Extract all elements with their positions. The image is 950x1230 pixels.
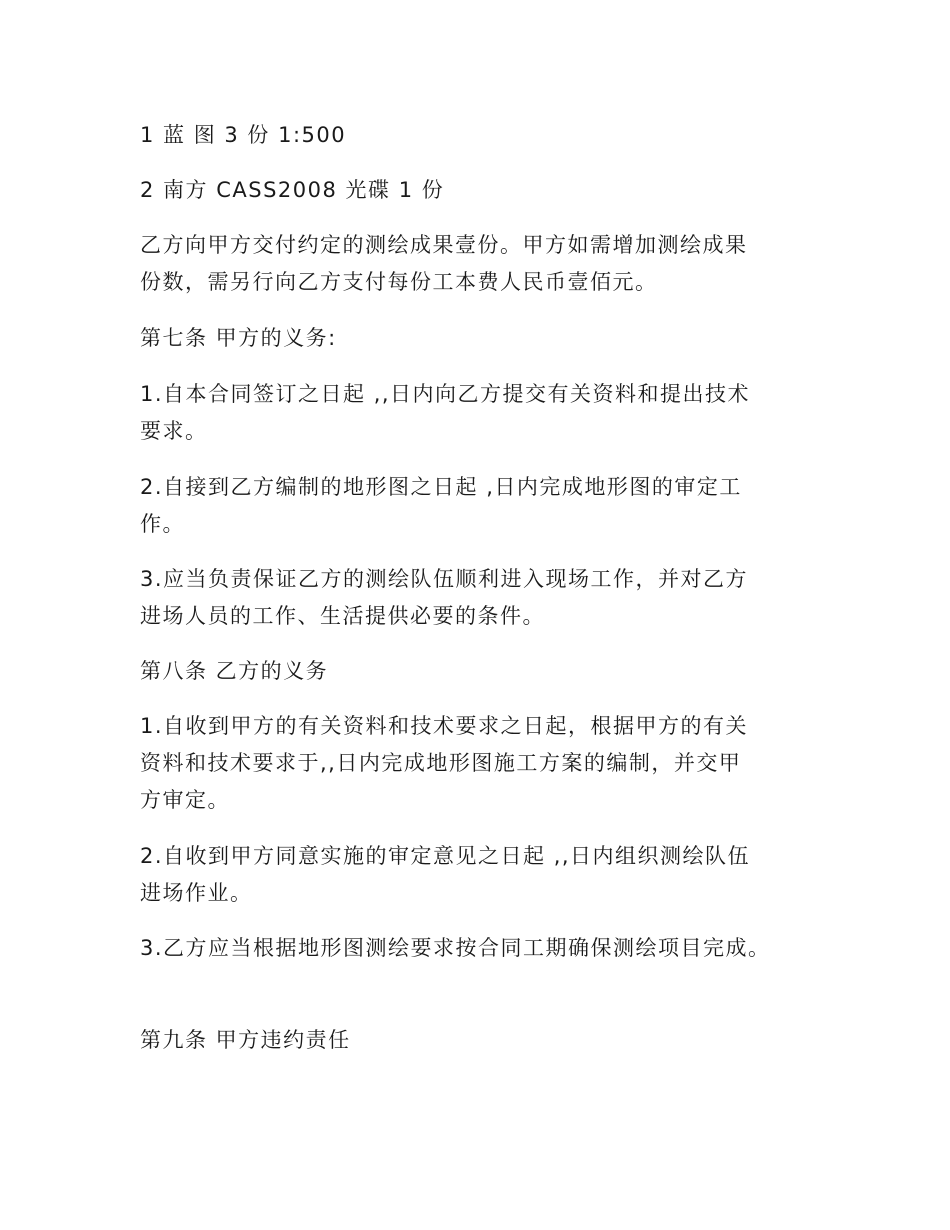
deliverable-item-cass-disc	[140, 172, 820, 209]
text-line: 第七条 甲方的义务:	[140, 326, 337, 350]
clause-7-1	[140, 376, 820, 450]
section-heading-article-7	[140, 320, 820, 357]
clause-8-1	[140, 708, 820, 819]
text-line: 2 南方 CASS2008 光碟 1 份	[140, 178, 445, 202]
text-line: 方审定。	[140, 788, 230, 812]
deliverable-item-blueprint	[140, 117, 820, 154]
text-line: 乙方向甲方交付约定的测绘成果壹份。甲方如需增加测绘成果	[140, 233, 748, 257]
text-line: 作。	[140, 512, 185, 536]
text-line: 3.乙方应当根据地形图测绘要求按合同工期确保测绘项目完成。	[140, 936, 771, 960]
text-line: 份数，需另行向乙方支付每份工本费人民币壹佰元。	[140, 270, 658, 294]
text-line: 资料和技术要求于,,日内完成地形图施工方案的编制，并交甲	[140, 751, 742, 775]
section-heading-article-8	[140, 653, 820, 690]
text-line: 1.自本合同签订之日起 ,,日内向乙方提交有关资料和提出技术	[140, 382, 751, 406]
text-line: 2.自收到甲方同意实施的审定意见之日起 ,,日内组织测绘队伍	[140, 844, 751, 868]
text-line: 第八条 乙方的义务	[140, 659, 329, 683]
clause-8-3	[140, 930, 820, 967]
text-line: 进场作业。	[140, 881, 253, 905]
section-heading-article-9	[140, 1022, 820, 1059]
text-line: 1.自收到甲方的有关资料和技术要求之日起，根据甲方的有关	[140, 714, 749, 738]
text-line: 第九条 甲方违约责任	[140, 1028, 351, 1052]
text-line: 2.自接到乙方编制的地形图之日起 ,日内完成地形图的审定工	[140, 475, 742, 499]
clause-7-2	[140, 469, 820, 543]
text-line: 要求。	[140, 419, 208, 443]
paragraph-delivery-terms	[140, 227, 820, 301]
clause-8-2	[140, 838, 820, 912]
text-line: 3.应当负责保证乙方的测绘队伍顺利进入现场工作，并对乙方	[140, 567, 749, 591]
text-line: 进场人员的工作、生活提供必要的条件。	[140, 604, 545, 628]
clause-7-3	[140, 561, 820, 635]
text-line: 1 蓝 图 3 份 1:500	[140, 123, 347, 147]
